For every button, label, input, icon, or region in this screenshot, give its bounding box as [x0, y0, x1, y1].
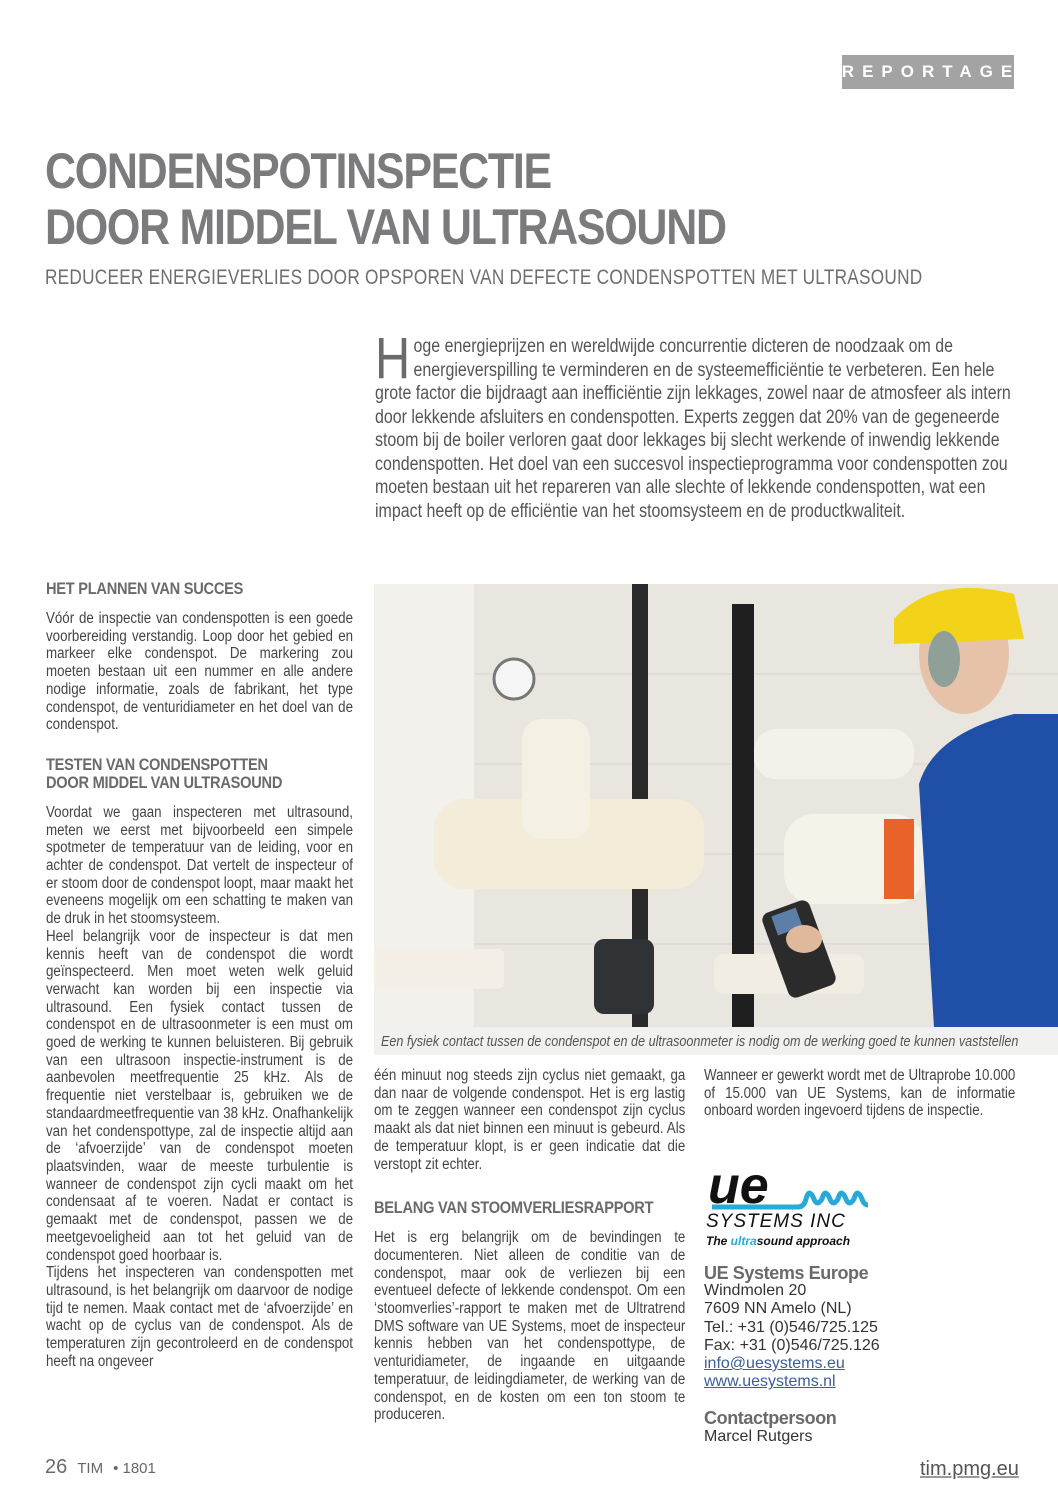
article-photo [374, 584, 1058, 1027]
section-badge: REPORTAGE [842, 55, 1014, 89]
ear-protection [928, 631, 960, 687]
ue-wordmark: ue [708, 1163, 769, 1215]
paragraph: Het is erg belangrijk om de bevindingen te documenteren. Niet alleen de conditie van de condenspot, maar ook de verliezen bij een eventueel defecte of lekkende condenspot. Om een ‘stoomverlies’-rapport te maken met de Ultratrend DMS software van UE Systems, moet de inspecteur kennis hebben van het condenspottype, de venturidiameter, de ingaande en uitgaande temperatuur, de leidingdiameter, de werking van de condenspot, en de kosten om een ton stoom te produceren. [374, 1229, 686, 1424]
contact-website-link[interactable]: www.uesystems.nl [704, 1373, 836, 1391]
intro-dropcap: H [375, 326, 411, 391]
section-heading-testen [46, 756, 353, 792]
inspector-hand [786, 925, 822, 953]
logo-tagline [706, 1234, 850, 1248]
logo-company: SYSTEMS INC [706, 1211, 846, 1232]
heading-line: DOOR MIDDEL VAN ULTRASOUND [46, 772, 283, 792]
contact-person-name: Marcel Rutgers [704, 1427, 813, 1445]
heading-line: TESTEN VAN CONDENSPOTTEN [46, 754, 268, 774]
column-3 [704, 1067, 1058, 1120]
paragraph: Voordat we gaan inspecteren met ultrasound, meten we eerst met bijvoorbeeld een simpele spotmeter de temperatuur van de leiding, voor en achter de condenspot. Dat vertelt de inspecteur of er stoom door de condenspot loopt, maar maakt het eveneens mogelijk om een schatting te maken van de druk in het stoomsysteem. [46, 803, 354, 928]
article-intro [375, 326, 1013, 523]
ue-systems-logo [706, 1163, 876, 1251]
paragraph: Heel belangrijk voor de inspecteur is dat men kennis heeft van de condenspot die wordt geïnspecteerd. Men moet weten welk geluid verwacht kan worden bij een inspectie via ultrasound. Een fysiek contact tussen de condenspot en de ultrasoonmeter is een must om goed de werking te kunnen beluisteren. Bij gebruik van een ultrasoon inspectie-instrument is de aanbevolen meetfrequentie 25 kHz. Als de frequentie niet verstelbaar is, gebruiken we de standaardmeetfrequentie van 38 kHz. Onafhankelijk van het condenspottype, zal de inspectie altijd aan de ‘afvoerzijde’ van de condenspot moeten plaatsvinden, waar de meeste turbulentie is wanneer de condenspot zijn cycli maakt om het condensaat af te voeren. Nadat er contact is gemaakt met de condenspot, passen we de meetgevoeligheid aan tot het geluid van de condenspot goed hoorbaar is. [46, 927, 354, 1264]
contact-address-line-1: Windmolen 20 [704, 1282, 807, 1300]
page-number: 26 [45, 1456, 68, 1478]
article-title-line-2: DOOR MIDDEL VAN ULTRASOUND [45, 199, 726, 255]
intro-text: oge energieprijzen en wereldwijde concurrentie dicteren de noodzaak om de energieverspilling te verminderen en de systeemefficiëntie te verbeteren. Een hele grote factor die bijdraagt aan inefficiëntie zijn lekkages, zowel naar de atmosfeer als intern door lekkende afsluiters en condenspotten. Experts zeggen dat 20% van de gegeneerde stoom bij de boiler verloren gaat door lekkages bij slecht werkende of inwendig lekkende condenspotten. Het doel van een succesvol inspectieprogramma voor condenspotten zou moeten bestaan uit het repareren van alle slechte of lekkende condenspotten, wat een impact heeft op de efficiëntie van het stoomsysteem en de productkwaliteit. [375, 336, 1011, 522]
publication-name: TIM [77, 1460, 104, 1477]
column-2 [374, 1067, 736, 1424]
orange-label [884, 819, 914, 899]
photo-illustration [374, 584, 1058, 1027]
photo-caption-bar [374, 1027, 1058, 1055]
contact-address-line-2: 7609 NN Amelo (NL) [704, 1300, 852, 1318]
section-heading-plannen: HET PLANNEN VAN SUCCES [46, 579, 244, 598]
paragraph: Tijdens het inspecteren van condenspotten met ultrasound, is het belangrijk om daarvoor de nodige tijd te nemen. Maak contact met de ‘afvoerzijde’ en wacht op de cyclus van de condenspot. Als de temperaturen zijn gecontroleerd en de condenspot heeft na ongeveer [46, 1264, 354, 1370]
paragraph: één minuut nog steeds zijn cyclus niet gemaakt, ga dan naar de volgende condenspot. Het is erg lastig om te zeggen wanneer een condenspot zijn cyclus maakt als dat niet binnen een minuut is gebeurd. Als de temperatuur klopt, is er geen indicatie dat die verstopt zit echter. [374, 1067, 686, 1173]
tagline-suffix: sound approach [756, 1234, 851, 1248]
issue-number: • 1801 [113, 1460, 156, 1477]
tagline-highlight: ultra [730, 1234, 757, 1248]
article-title-line-1: CONDENSPOTINSPECTIE [45, 143, 551, 199]
inspector-shirt [919, 714, 1058, 1027]
photo-caption: Een fysiek contact tussen de condenspot en de ultrasoonmeter is nodig om de werking goed te kunnen vaststellen [381, 1032, 1019, 1050]
contact-organization: UE Systems Europe [704, 1263, 869, 1283]
article-subtitle: REDUCEER ENERGIEVERLIES DOOR OPSPOREN VAN DEFECTE CONDENSPOTTEN MET ULTRASOUND [45, 266, 923, 289]
footer-page-info [45, 1456, 156, 1479]
steam-trap [594, 939, 654, 1014]
contact-email-link[interactable]: info@uesystems.eu [704, 1355, 845, 1373]
contact-phone: Tel.: +31 (0)546/725.125 [704, 1318, 878, 1336]
tagline-prefix: The [706, 1234, 731, 1248]
section-heading-belang: BELANG VAN STOOMVERLIESRAPPORT [374, 1198, 654, 1218]
insulated-pipe-right [754, 729, 914, 779]
insulated-riser [522, 719, 590, 839]
contact-block [704, 1264, 1044, 1446]
paragraph: Wanneer er gewerkt wordt met de Ultraprobe 10.000 of 15.000 van UE Systems, kan de informatie onboard worden ingevoerd tijdens de inspectie. [704, 1067, 1016, 1120]
column-1 [46, 580, 403, 1370]
article-title [45, 143, 733, 255]
paragraph: Vóór de inspectie van condenspotten is een goede voorbereiding verstandig. Loop door het gebied en markeer elke condenspot. De markering zou moeten bestaan uit een nummer en alle andere nodige informatie, zoals de fabrikant, het type condenspot, de venturidiameter en het doel van de condenspot. [46, 610, 354, 734]
pressure-gauge [494, 659, 534, 699]
footer-website-link[interactable]: tim.pmg.eu [920, 1458, 1019, 1480]
contact-fax: Fax: +31 (0)546/725.126 [704, 1336, 880, 1354]
insulated-pipe-lower [374, 949, 504, 989]
contact-person-label: Contactpersoon [704, 1408, 837, 1429]
